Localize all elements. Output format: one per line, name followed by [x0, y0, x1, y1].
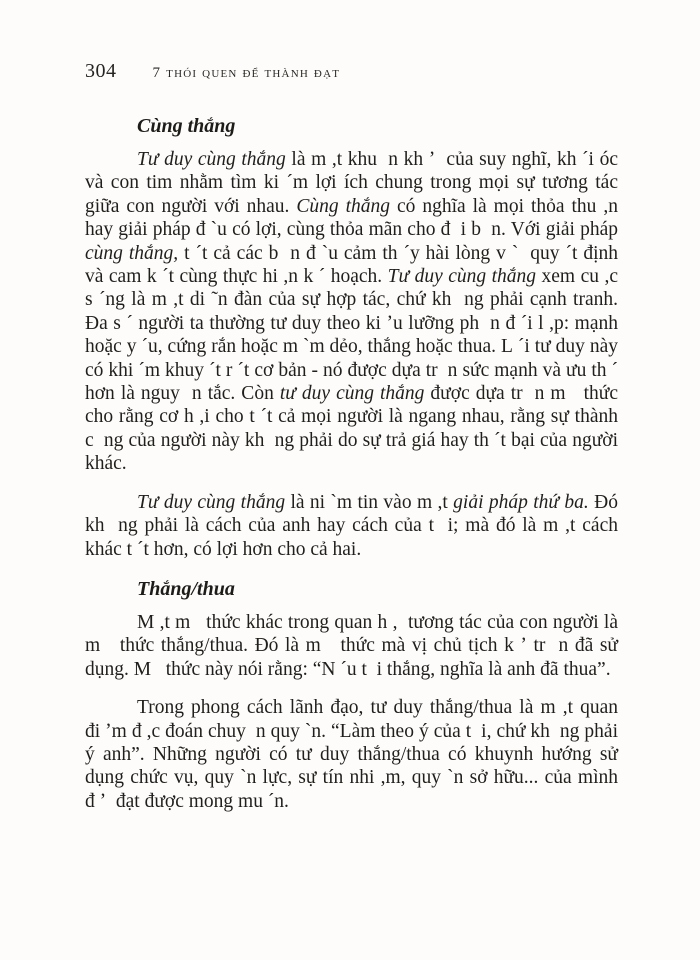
text-segment: Trong phong cách lãnh đạo, tư duy thắng/thua là m ,t quan đi ʼm đ ,c đoán chuy n quy `n. “Làm theo ý của t i, chứ kh ng phải ý anh”. Những người có tư duy thắng/thua có khuynh hướng sử dụng chức vụ, quy `n lực, sự tín nhi ,m, quy `n sở hữu... của mình đ ʼ đạt được mong mu ´n. [85, 697, 618, 812]
text-segment: có nghĩa là mọi thỏa thu ,n hay giải pháp đ `u có lợi, cùng thỏa mãn cho đ i b n. Với giải pháp [85, 195, 618, 241]
paragraph [85, 148, 618, 476]
text-segment: Tư duy cùng thắng [387, 266, 537, 288]
text-segment: giải pháp thứ ba. [453, 491, 589, 513]
paragraph [85, 611, 618, 681]
paragraph [85, 491, 618, 561]
text-segment: được dựa tr n m thức cho rằng cơ h ,i cho t ´t cả mọi người là ngang nhau, rằng sự thành c ng của người này kh ng phải do sự trả giá hay th ´t bại của người khác. [85, 383, 619, 475]
text-segment: Tư duy cùng thắng [137, 491, 286, 513]
page-number: 304 [85, 60, 117, 82]
section-heading-thang-thua: Thắng/thua [137, 577, 235, 600]
page-body [85, 113, 618, 813]
section-heading-cung-thang: Cùng thắng [137, 115, 236, 137]
text-segment: Đó kh ng phải là cách của anh hay cách của t i; mà đó là m ,t cách khác t ´t hơn, có lợi hơn cho cả hai. [85, 491, 619, 560]
paragraph [85, 696, 618, 813]
text-segment: Tư duy cùng thắng [137, 149, 286, 170]
text-segment: M ,t m thức khác trong quan h , tương tác của con người là m thức thắng/thua. Đó là m thức mà vị chủ tịch k ʼ tr n đã sử dụng. M thức này nói rằng: “N ´u t i thắng, nghĩa là anh đã thua”. [85, 611, 618, 680]
text-segment: Cùng thắng [296, 195, 391, 217]
text-segment: là ni `m tin vào m ,t [285, 491, 454, 513]
text-segment: t ´t cả các b n đ `u cảm th ´y hài lòng v ` quy ´t định và cam k ´t cùng thực hi ,n k ´ hoạch. [85, 242, 618, 288]
text-segment: tư duy cùng thắng [279, 383, 425, 405]
text-segment: cùng thắng, [85, 242, 179, 264]
running-head [85, 60, 618, 83]
text-segment: là m ,t khu n kh ʼ của suy nghĩ, kh ´i óc và con tim nhằm tìm ki ´m lợi ích chung trong mọi sự tương tác giữa con người với nhau. [85, 149, 618, 217]
running-title: 7 thói quen để thành đạt [152, 65, 341, 81]
text-segment: xem cu ,c s ´ng là m ,t di ˜n đàn của sự hợp tác, chứ kh ng phải cạnh tranh. Đa s ´ người ta thường tư duy theo ki ʼu lưỡng ph n đ ´i l ,p: mạnh hoặc y ´u, cứng rắn hoặc m `m dẻo, thắng hoặc thua. L ´i tư duy này có khi ´m khuy ´t r ´t cơ bản - nó được dựa tr n sức mạnh và ưu th ´ hơn là nguy n tắc. Còn [85, 266, 618, 405]
